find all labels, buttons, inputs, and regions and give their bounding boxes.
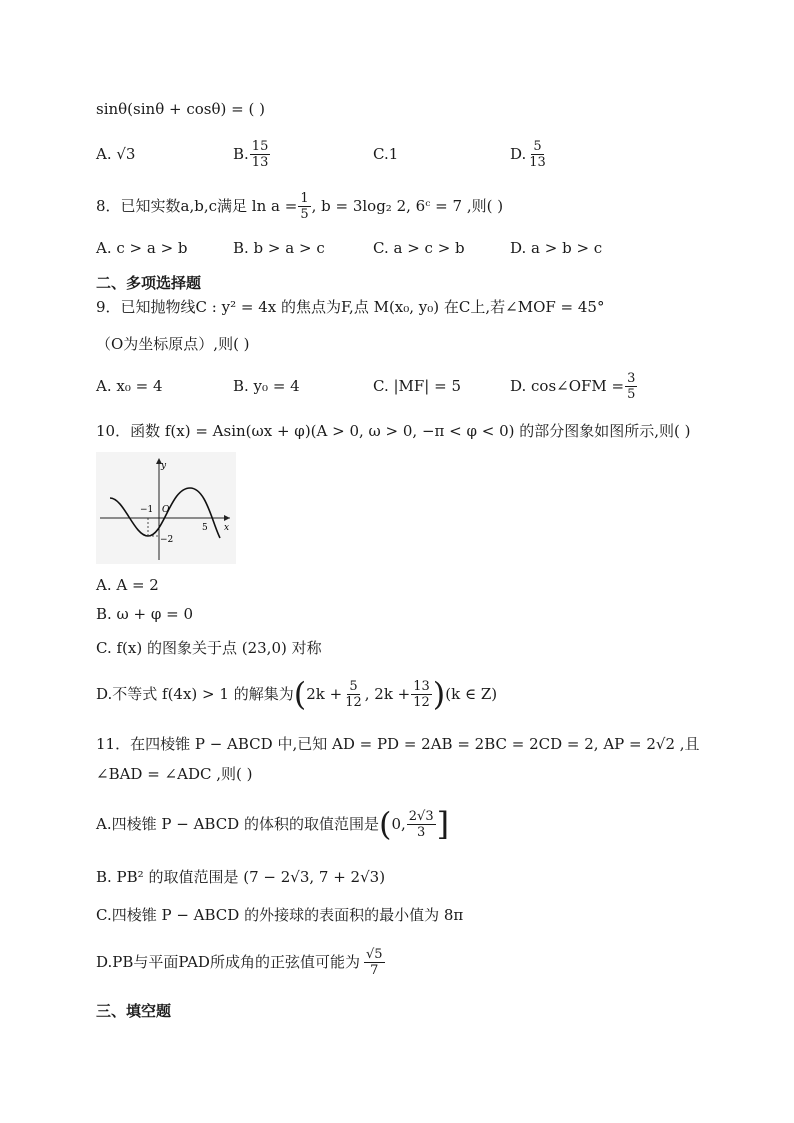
q7-option-d — [510, 136, 549, 172]
sine-graph-figure — [96, 452, 236, 564]
denominator: 12 — [413, 694, 430, 710]
numerator: √5 — [365, 946, 383, 962]
option-label: B. — [233, 145, 249, 163]
open-paren-glyph: ( — [378, 805, 392, 843]
denominator: 12 — [345, 694, 362, 710]
q8-option-c: C. a > c > b — [373, 239, 465, 257]
q11-option-c: C.四棱锥 P − ABCD 的外接球的表面积的最小值为 8π — [96, 906, 464, 924]
q11-option-a — [96, 802, 449, 846]
q7-option-b — [233, 136, 271, 172]
denominator: 5 — [300, 206, 309, 222]
denominator: 13 — [251, 154, 269, 170]
numerator: 3 — [627, 370, 636, 386]
interval-sep: , 2k + — [364, 685, 411, 703]
section-heading-multiple-choice: 二、多项选择题 — [96, 274, 202, 292]
q9-option-c: C. |MF| = 5 — [373, 377, 462, 395]
q8-stem-start: 8．已知实数a,b,c满足 ln a = — [96, 197, 298, 215]
q8-stem — [96, 188, 503, 224]
q10-option-c: C. f(x) 的图象关于点 (23,0) 对称 — [96, 639, 322, 657]
q9-option-d — [510, 368, 638, 404]
q10-stem: 10．函数 f(x) = Asin(ωx + φ)(A > 0, ω > 0, −π < φ < 0) 的部分图象如图所示,则( ) — [96, 422, 691, 440]
denominator: 13 — [529, 154, 546, 170]
option-label: D. — [510, 145, 527, 163]
fraction — [527, 139, 548, 170]
tick-label-neg2: −2 — [160, 535, 174, 545]
q10-option-a: A. A = 2 — [96, 576, 159, 594]
interval-condition: (k ∈ Z) — [445, 685, 498, 703]
q7-option-c: C.1 — [373, 145, 399, 163]
numerator: 5 — [533, 138, 542, 154]
numerator: 13 — [413, 678, 430, 694]
q8-option-d: D. a > b > c — [510, 239, 603, 257]
tick-label-5: 5 — [202, 523, 208, 533]
interval-start: 2k + — [306, 685, 343, 703]
q9-stem-line1: 9．已知抛物线C : y² = 4x 的焦点为F,点 M(x₀, y₀) 在C上,若∠MOF = 45° — [96, 298, 605, 316]
open-paren-glyph: ( — [293, 675, 307, 713]
denominator: 5 — [627, 386, 636, 402]
option-label: D. cos∠OFM = — [510, 377, 625, 395]
option-text: D.PB与平面PAD所成角的正弦值可能为 — [96, 953, 360, 971]
fraction — [411, 679, 432, 710]
tick-label-neg1: −1 — [140, 505, 154, 515]
q11-stem-line2: ∠BAD = ∠ADC ,则( ) — [96, 765, 253, 783]
q10-option-d — [96, 676, 497, 712]
x-axis-label: x — [224, 523, 230, 533]
numerator: 1 — [300, 190, 309, 206]
q7-option-a: A. √3 — [96, 145, 136, 163]
q9-options — [96, 368, 656, 404]
q9-stem-line2: （O为坐标原点）,则( ) — [96, 335, 250, 353]
fraction — [407, 809, 436, 840]
q11-option-b: B. PB² 的取值范围是 (7 − 2√3, 7 + 2√3) — [96, 868, 386, 886]
q11-stem-line1: 11．在四棱锥 P − ABCD 中,已知 AD = PD = 2AB = 2BC = 2CD = 2, AP = 2√2 ,且 — [96, 735, 700, 753]
q9-option-b: B. y₀ = 4 — [233, 377, 300, 395]
numerator: 2√3 — [408, 808, 434, 824]
q11-option-d — [96, 942, 386, 982]
q8-stem-end: , b = 3log₂ 2, 6ᶜ = 7 ,则( ) — [311, 197, 504, 215]
q8-option-a: A. c > a > b — [96, 239, 188, 257]
interval-start: 0, — [391, 815, 406, 833]
fraction — [343, 679, 364, 710]
q8-option-b: B. b > a > c — [233, 239, 325, 257]
q7-stem: sinθ(sinθ + cosθ) = ( ) — [96, 100, 265, 118]
fraction — [364, 947, 385, 978]
q10-option-b: B. ω + φ = 0 — [96, 605, 194, 623]
fraction — [298, 191, 310, 222]
numerator: 15 — [251, 138, 269, 154]
origin-label: O — [162, 505, 170, 515]
option-text: D.不等式 f(4x) > 1 的解集为 — [96, 685, 294, 703]
section-heading-fill-in-blank: 三、填空题 — [96, 1002, 172, 1020]
denominator: 7 — [370, 962, 379, 978]
denominator: 3 — [417, 824, 426, 840]
numerator: 5 — [349, 678, 358, 694]
close-paren-glyph: ) — [432, 675, 446, 713]
close-bracket-glyph: ] — [436, 805, 450, 843]
q8-options — [96, 230, 656, 266]
fraction — [250, 139, 271, 170]
q9-option-a: A. x₀ = 4 — [96, 377, 163, 395]
q7-options — [96, 136, 656, 172]
option-text: A.四棱锥 P − ABCD 的体积的取值范围是 — [96, 815, 379, 833]
fraction — [625, 371, 637, 402]
y-axis-label: y — [161, 461, 167, 471]
